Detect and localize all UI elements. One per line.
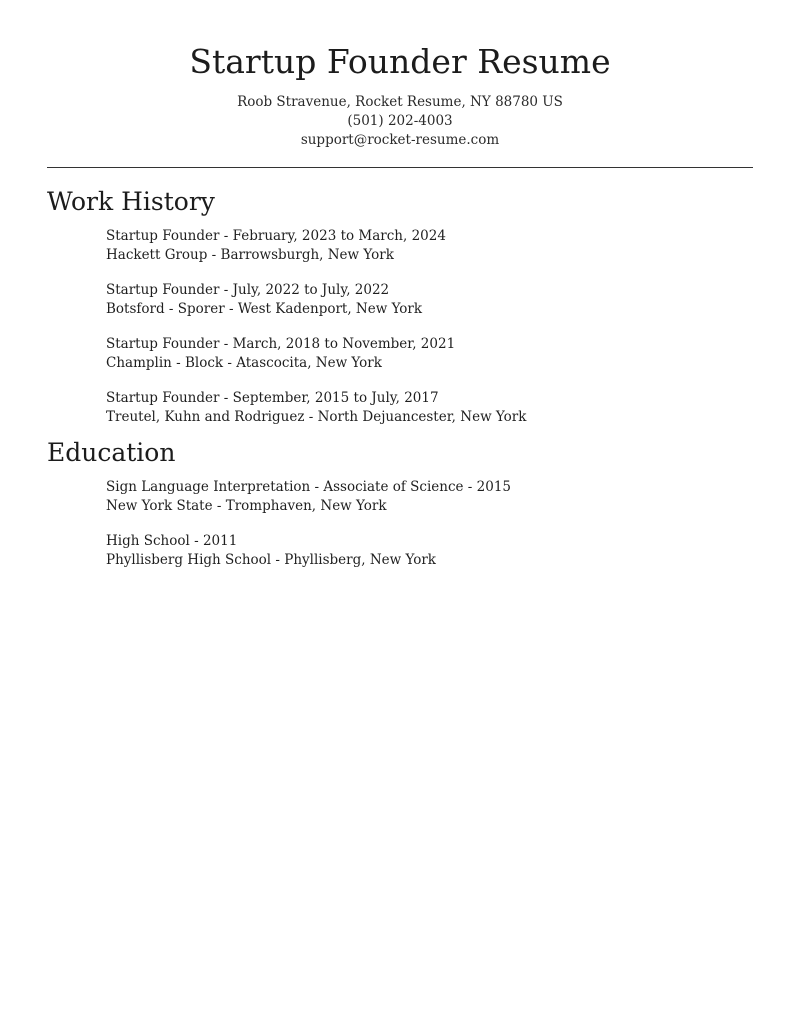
work-history-heading: Work History — [47, 187, 215, 216]
education-entry — [106, 478, 746, 516]
contact-phone: (501) 202-4003 — [347, 113, 453, 129]
work-company-line: Botsford - Sporer - West Kadenport, New York — [106, 301, 423, 317]
work-entry — [106, 227, 746, 265]
work-role-line: Startup Founder - July, 2022 to July, 2022 — [106, 282, 390, 298]
contact-email: support@rocket-resume.com — [300, 132, 500, 148]
work-role-line: Startup Founder - February, 2023 to March, 2024 — [106, 228, 446, 244]
contact-address: Roob Stravenue, Rocket Resume, NY 88780 US — [237, 94, 563, 110]
education-school-line: Phyllisberg High School - Phyllisberg, New York — [106, 552, 436, 568]
work-entry — [106, 389, 746, 427]
work-role-line: Startup Founder - September, 2015 to July, 2017 — [106, 390, 439, 406]
work-entry — [106, 335, 746, 373]
work-company-line: Hackett Group - Barrowsburgh, New York — [106, 247, 394, 263]
work-company-line: Treutel, Kuhn and Rodriguez - North Dejuancester, New York — [106, 409, 527, 425]
education-degree-line: High School - 2011 — [106, 533, 238, 549]
resume-title: Startup Founder Resume — [189, 42, 611, 81]
education-entry — [106, 532, 746, 570]
education-heading: Education — [47, 438, 176, 467]
work-role-line: Startup Founder - March, 2018 to November, 2021 — [106, 336, 456, 352]
education-degree-line: Sign Language Interpretation - Associate of Science - 2015 — [106, 479, 512, 495]
education-school-line: New York State - Tromphaven, New York — [106, 498, 387, 514]
work-entry — [106, 281, 746, 319]
work-company-line: Champlin - Block - Atascocita, New York — [106, 355, 382, 371]
header-divider — [47, 167, 753, 168]
